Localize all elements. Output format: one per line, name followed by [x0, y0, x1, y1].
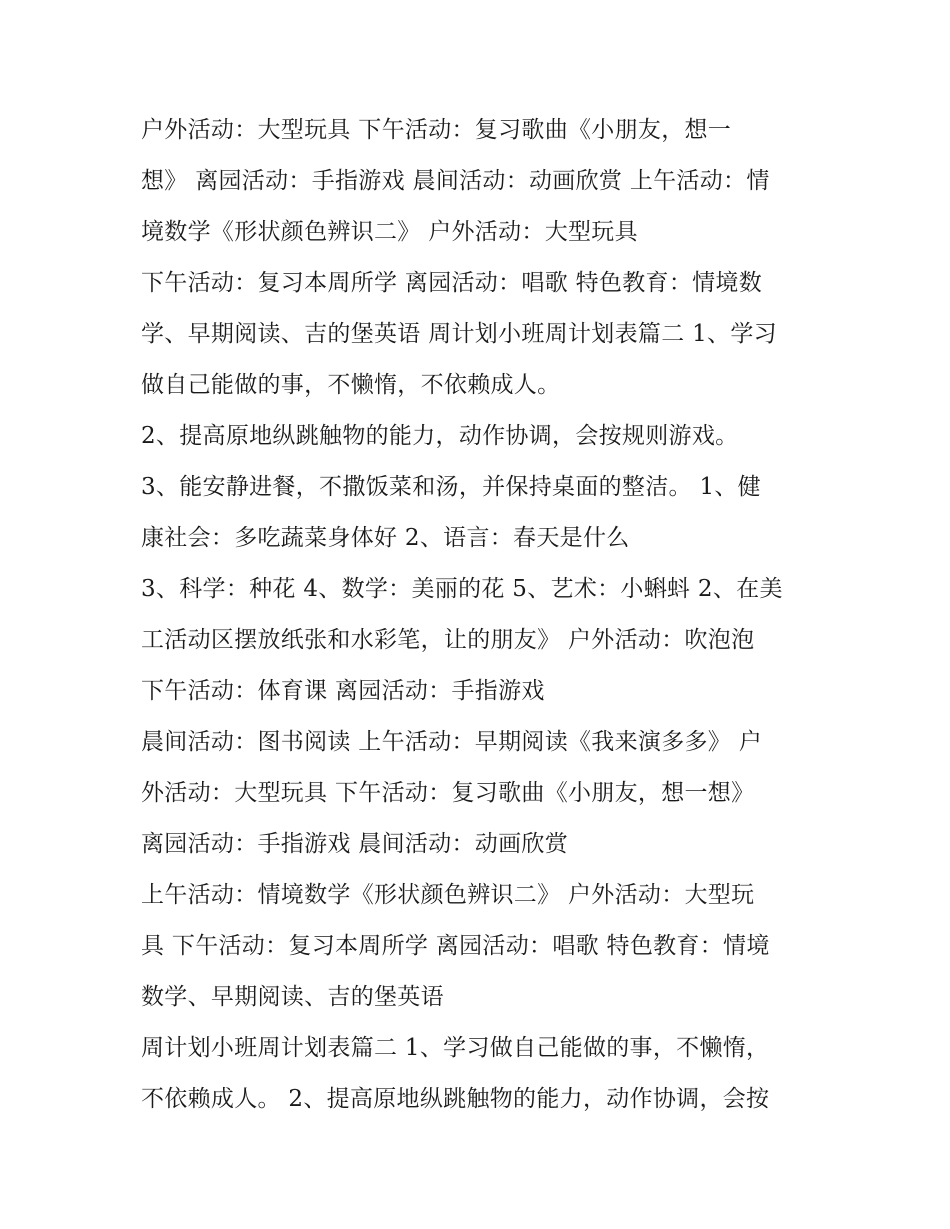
document-body	[141, 105, 821, 1125]
text-line: 晨间活动：图书阅读 上午活动：早期阅读《我来演多多》 户	[141, 729, 763, 755]
text-line: 外活动：大型玩具 下午活动：复习歌曲《小朋友，想一想》	[141, 780, 755, 806]
text-line: 上午活动：情境数学《形状颜色辨识二》 户外活动：大型玩	[141, 882, 755, 908]
text-line: 康社会：多吃蔬菜身体好 2、语言：春天是什么	[141, 525, 630, 551]
text-line: 周计划小班周计划表篇二 1、学习做自己能做的事，不懒惰，	[141, 1035, 770, 1061]
text-line: 离园活动：手指游戏 晨间活动：动画欣赏	[141, 831, 569, 857]
text-line: 具 下午活动：复习本周所学 离园活动：唱歌 特色教育：情境	[141, 933, 770, 959]
text-line: 境数学《形状颜色辨识二》 户外活动：大型玩具	[141, 219, 638, 245]
text-line: 做自己能做的事，不懒惰，不依赖成人。	[141, 372, 561, 398]
text-line: 2、提高原地纵跳触物的能力，动作协调，会按规则游戏。	[141, 423, 739, 449]
text-line: 下午活动：体育课 离园活动：手指游戏	[141, 678, 545, 704]
text-line: 数学、早期阅读、吉的堡英语	[141, 984, 444, 1010]
text-line: 户外活动：大型玩具 下午活动：复习歌曲《小朋友，想一	[141, 117, 732, 143]
text-line: 不依赖成人。 2、提高原地纵跳触物的能力，动作协调，会按	[141, 1086, 770, 1112]
text-line: 3、能安静进餐，不撒饭菜和汤，并保持桌面的整洁。 1、健	[141, 474, 761, 500]
text-line: 学、早期阅读、吉的堡英语 周计划小班周计划表篇二 1、学习	[141, 321, 777, 347]
text-line: 想》 离园活动：手指游戏 晨间活动：动画欣赏 上午活动：情	[141, 168, 770, 194]
text-line: 下午活动：复习本周所学 离园活动：唱歌 特色教育：情境数	[141, 270, 763, 296]
text-line: 工活动区摆放纸张和水彩笔，让的朋友》 户外活动：吹泡泡	[141, 627, 755, 653]
text-line: 3、科学：种花 4、数学：美丽的花 5、艺术：小蝌蚪 2、在美	[141, 576, 783, 602]
